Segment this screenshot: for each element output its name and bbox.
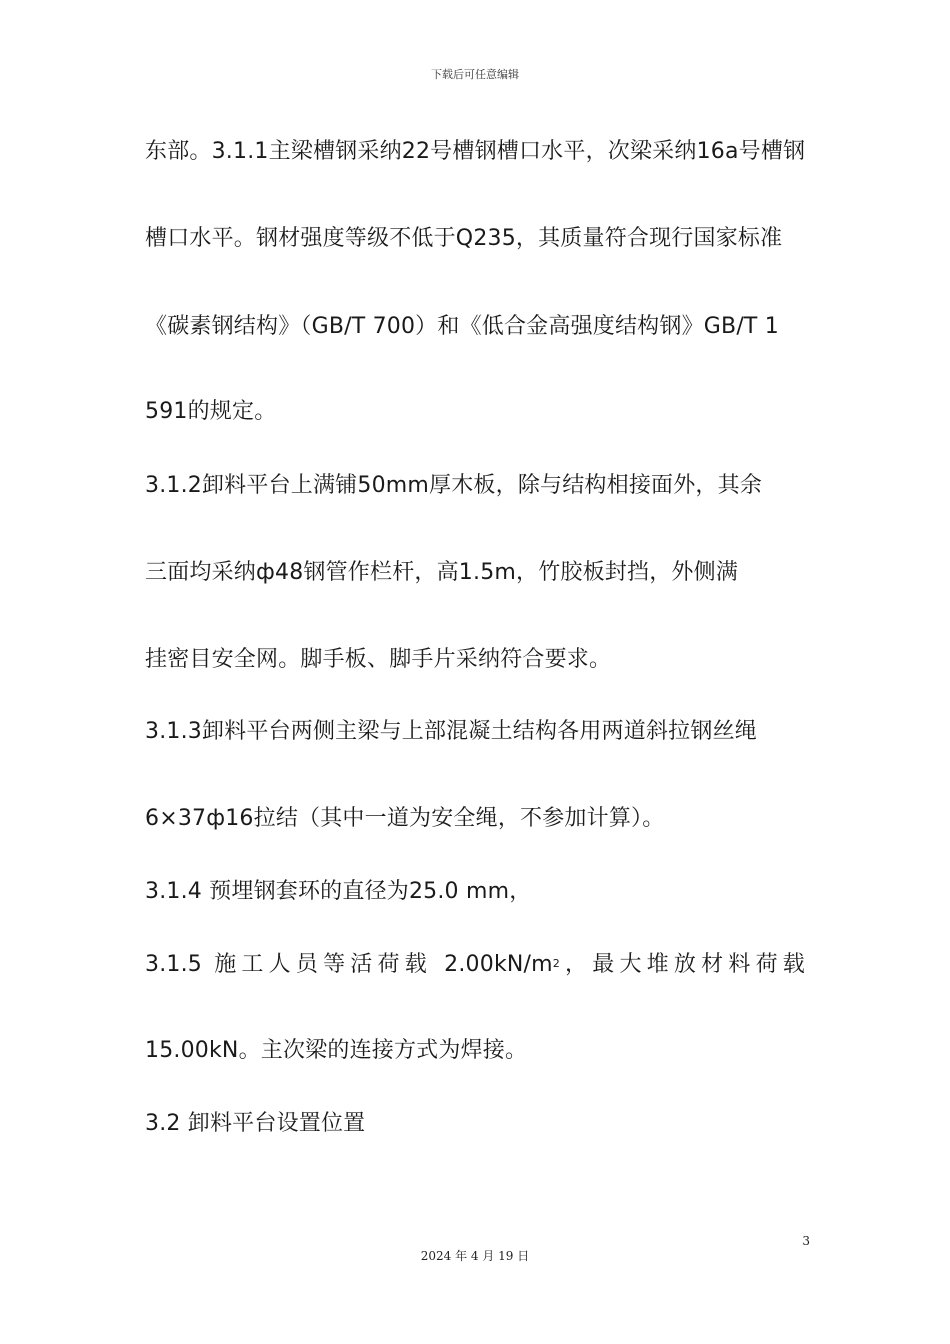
line-3-1-5-tail: ，最大堆放材料荷载 — [560, 952, 805, 977]
body-line-2: 槽口水平。钢材强度等级不低于Q235，其质量符合现行国家标准 — [145, 226, 783, 251]
body-line-12: 15.00kN。主次梁的连接方式为焊接。 — [145, 1038, 528, 1063]
body-line-3: 《碳素钢结构》（GB/T 700）和《低合金高强度结构钢》GB/T 1 — [145, 314, 779, 339]
body-line-8: 3.1.3卸料平台两侧主梁与上部混凝土结构各用两道斜拉钢丝绳 — [145, 719, 757, 744]
body-line-10: 3.1.4 预埋钢套环的直径为25.0 mm， — [145, 879, 532, 904]
body-line-11 — [145, 950, 805, 983]
section-heading-3-2: 3.2 卸料平台设置位置 — [145, 1111, 366, 1136]
superscript-squared: 2 — [552, 957, 560, 970]
page-header: 下载后可任意编辑 — [431, 68, 519, 81]
body-line-4: 591的规定。 — [145, 399, 277, 424]
body-line-1: 东部。3.1.1主梁槽钢采纳22号槽钢槽口水平，次梁采纳16a号槽钢 — [145, 139, 806, 164]
footer-date: 2024 年 4 月 19 日 — [420, 1249, 530, 1263]
page-number: 3 — [802, 1234, 810, 1248]
line-3-1-5-main: 3.1.5 施工人员等活荷载 2.00kN/m — [145, 952, 553, 977]
body-line-6: 三面均采纳ф48钢管作栏杆，高1.5m，竹胶板封挡，外侧满 — [145, 560, 739, 585]
body-line-9: 6×37ф16拉结（其中一道为安全绳，不参加计算）。 — [145, 806, 665, 831]
body-line-7: 挂密目安全网。脚手板、脚手片采纳符合要求。 — [145, 647, 612, 672]
body-line-5: 3.1.2卸料平台上满铺50mm厚木板，除与结构相接面外，其余 — [145, 473, 763, 498]
